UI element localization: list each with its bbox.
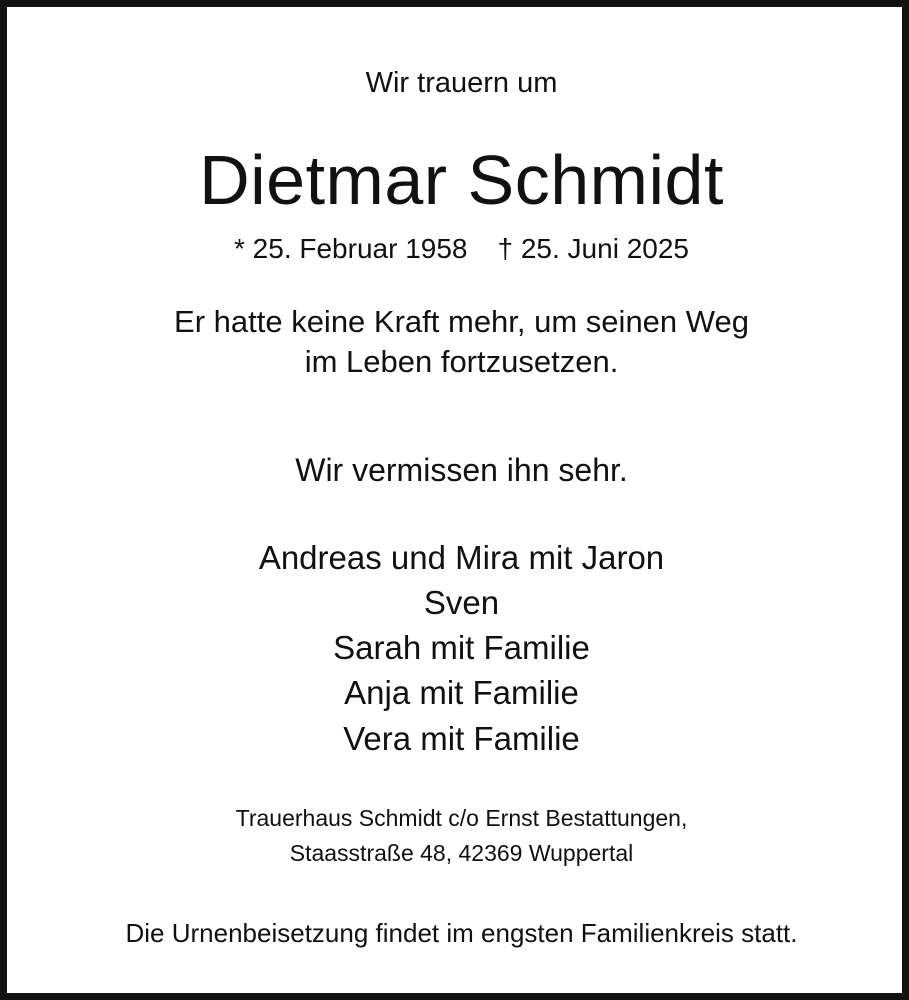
- life-dates: [7, 235, 909, 263]
- burial-note: Die Urnenbeisetzung findet im engsten Familienkreis statt.: [125, 918, 798, 948]
- death-date: † 25. Juni 2025: [497, 233, 689, 264]
- quote-line-2: im Leben fortzusetzen.: [304, 344, 619, 379]
- birth-date: * 25. Februar 1958: [234, 233, 468, 264]
- address-line-2: Staasstraße 48, 42369 Wuppertal: [289, 840, 634, 866]
- intro-text: Wir trauern um: [365, 67, 558, 99]
- mourner-line: Vera mit Familie: [343, 720, 580, 757]
- deceased-name: Dietmar Schmidt: [199, 141, 724, 219]
- mourner-line: Sarah mit Familie: [333, 629, 590, 666]
- quote-line-1: Er hatte keine Kraft mehr, um seinen Weg: [174, 304, 749, 339]
- mourner-line: Sven: [423, 584, 500, 621]
- mourner-line: Anja mit Familie: [344, 674, 579, 711]
- miss-text: Wir vermissen ihn sehr.: [295, 452, 628, 488]
- mourner-line: Andreas und Mira mit Jaron: [258, 539, 665, 576]
- address-line-1: Trauerhaus Schmidt c/o Ernst Bestattungen,: [235, 805, 688, 831]
